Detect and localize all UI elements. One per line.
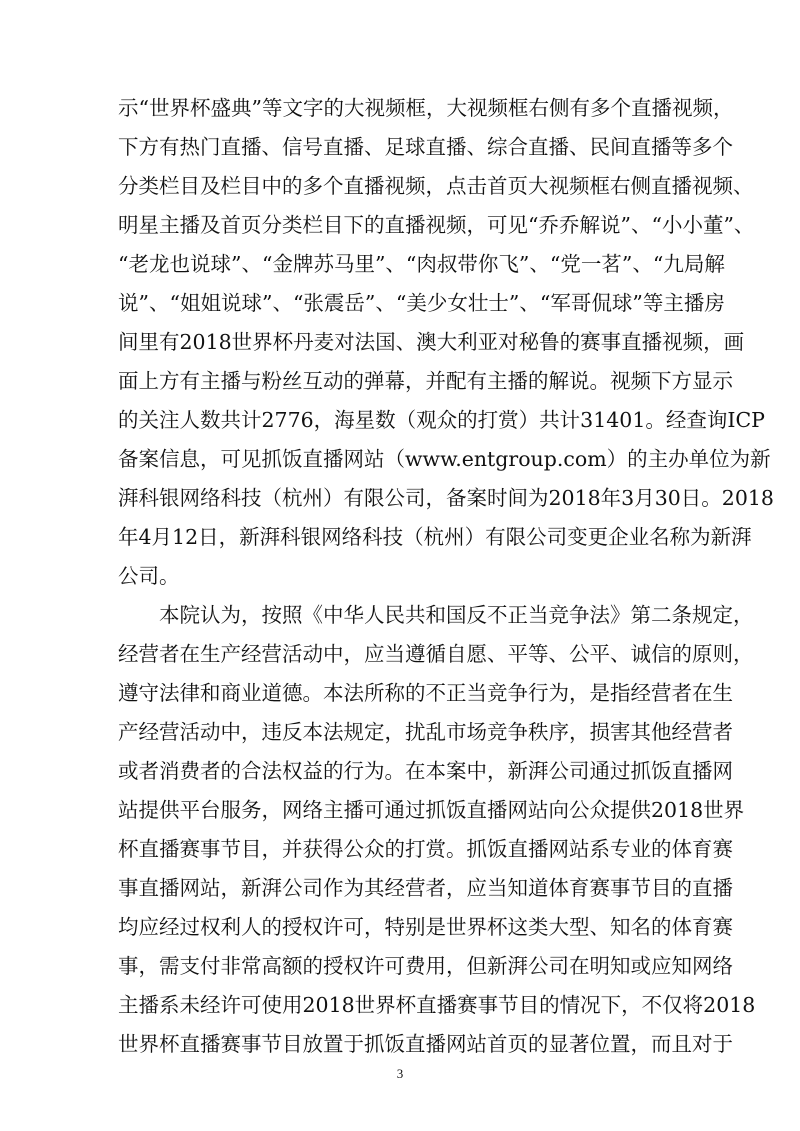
text-line: 产经营活动中，违反本法规定，扰乱市场竞争秩序，损害其他经营者 (118, 720, 733, 744)
text-line: 的关注人数共计2776，海星数（观众的打赏）共计31401。经查询ICP (118, 408, 765, 432)
text-line: 间里有2018世界杯丹麦对法国、澳大利亚对秘鲁的赛事直播视频，画 (118, 330, 745, 354)
text-line: 明星主播及首页分类栏目下的直播视频，可见“乔乔解说”、“小小董”、 (118, 213, 755, 237)
text-line: 分类栏目及栏目中的多个直播视频，点击首页大视频框右侧直播视频、 (118, 174, 754, 198)
text-line: 湃科银网络科技（杭州）有限公司，备案时间为2018年3月30日。2018 (118, 486, 774, 510)
text-line: 面上方有主播与粉丝互动的弹幕，并配有主播的解说。视频下方显示 (118, 369, 733, 393)
text-line: 年4月12日，新湃科银网络科技（杭州）有限公司变更企业名称为新湃 (118, 525, 752, 549)
text-line: 站提供平台服务，网络主播可通过抓饭直播网站向公众提供2018世界 (118, 798, 745, 822)
page-number: 3 (396, 1066, 404, 1081)
text-line: 事直播网站，新湃公司作为其经营者，应当知道体育赛事节目的直播 (118, 876, 733, 900)
text-line: 均应经过权利人的授权许可，特别是世界杯这类大型、知名的体育赛 (118, 915, 733, 939)
text-line: 事，需支付非常高额的授权许可费用，但新湃公司在明知或应知网络 (118, 954, 733, 978)
text-line: 经营者在生产经营活动中，应当遵循自愿、平等、公平、诚信的原则， (118, 642, 754, 666)
text-line: 世界杯直播赛事节目放置于抓饭直播网站首页的显著位置，而且对于 (118, 1032, 733, 1056)
text-line: 遵守法律和商业道德。本法所称的不正当竞争行为，是指经营者在生 (118, 681, 733, 705)
text-line: 下方有热门直播、信号直播、足球直播、综合直播、民间直播等多个 (118, 135, 733, 159)
text-line: 公司。 (118, 564, 180, 588)
text-line: 主播系未经许可使用2018世界杯直播赛事节目的情况下，不仅将2018 (118, 993, 756, 1017)
paragraph-start-line: 本院认为，按照《中华人民共和国反不正当竞争法》第二条规定， (118, 603, 754, 627)
text-line: 备案信息，可见抓饭直播网站（www.entgroup.com）的主办单位为新 (118, 447, 771, 471)
text-line: 说”、“姐姐说球”、“张震岳”、“美少女壮士”、“军哥侃球”等主播房 (118, 291, 725, 315)
text-line: 杯直播赛事节目，并获得公众的打赏。抓饭直播网站系专业的体育赛 (118, 837, 733, 861)
text-line: 或者消费者的合法权益的行为。在本案中，新湃公司通过抓饭直播网 (118, 759, 733, 783)
text-line: “老龙也说球”、“金牌苏马里”、“肉叔带你飞”、“党一茗”、“九局解 (118, 252, 725, 276)
text-line: 示“世界杯盛典”等文字的大视频框，大视频框右侧有多个直播视频， (118, 96, 734, 120)
